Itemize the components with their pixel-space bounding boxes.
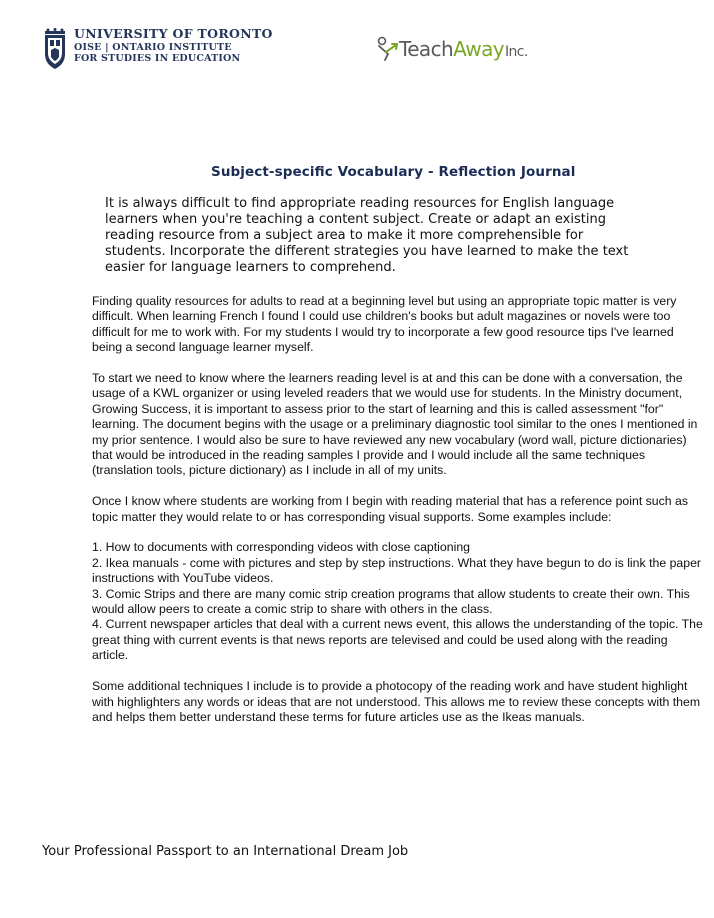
list-item: 3. Comic Strips and there are many comic strip creation programs that allow students to create their own. This would allow peers to create a comic strip to share with others in the class. (92, 586, 690, 617)
oise-name: OISE | ONTARIO INSTITUTE (74, 41, 232, 53)
response-paragraph-1: Finding quality resources for adults to read at a beginning level but using an appropriate topic matter is very difficult. When learning French I found I could use children's books but adult magazines or novels were too difficult for me to work with. For my students I would try to incorporate a few good resource tips I've learned being a second language learner myself. (92, 294, 677, 355)
teachaway-teach: Teach (399, 37, 454, 61)
response-paragraph-4: Some additional techniques I include is to provide a photocopy of the reading work and have student highlight with highlighters any words or ideas that are not understood. This allows me to review these concepts with them and helps them better understand these terms for future articles use as the Ikeas manuals. (92, 679, 701, 724)
examples-list (92, 540, 704, 663)
teachaway-away: Away (453, 37, 504, 61)
teachaway-inc: Inc. (504, 44, 528, 60)
response-paragraph-2: To start we need to know where the learners reading level is at and this can be done with a conversation, the usage of a KWL organizer or using leveled readers that we would use for students. In the Ministry document, Growing Success, it is important to assess prior to the start of learning and this is called assessment "for" learning. The document begins with the usage or a preliminary diagnostic tool similar to the ones I mentioned in my prior sentence. I would also be sure to have reviewed any new vocabulary (word wall, picture dictionaries) that would be introduced in the reading samples I provide and I would include all the same techniques (translation tools, picture dictionary) as I include in all of my units. (92, 371, 698, 478)
page-header (0, 26, 714, 76)
uoft-name: UNIVERSITY OF TORONTO (74, 26, 273, 41)
list-item: 1. How to documents with corresponding videos with close captioning (92, 540, 470, 555)
university-crest-icon (44, 28, 66, 70)
list-item: 2. Ikea manuals - come with pictures and step by step instructions. What they have begun to do is link the paper instructions with YouTube videos. (92, 555, 702, 586)
person-arrow-icon (376, 36, 398, 62)
uoft-oise-logo (44, 28, 273, 70)
page-title: Subject-speciﬁc Vocabulary - Reﬂection Journal (211, 164, 576, 180)
list-item: 4. Current newspaper articles that deal with a current news event, this allows the understanding of the topic. The great thing with current events is that news reports are televised and could be used along with the reading article. (92, 617, 703, 663)
page-footer: Your Professional Passport to an International Dream Job (42, 844, 409, 859)
teachaway-logo (376, 36, 528, 62)
oise-subname: FOR STUDIES IN EDUCATION (74, 53, 241, 64)
journal-response (92, 294, 704, 741)
response-paragraph-3: Once I know where students are working from I begin with reading material that has a reference point such as topic matter they would relate to or has corresponding visual supports. Some examples include: (92, 494, 689, 524)
journal-prompt: It is always difficult to find appropriate reading resources for English language learners when you're teaching a content subject. Create or adapt an existing reading resource from a subject area to make it more comprehensible for students. Incorporate the different strategies you have learned to make the text easier for language learners to comprehend. (105, 196, 629, 275)
